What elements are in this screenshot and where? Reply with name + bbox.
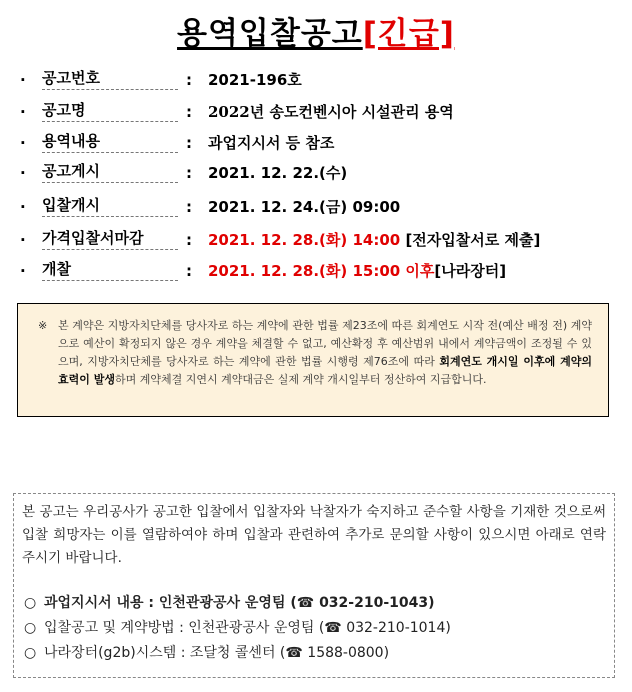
bullet: · [20,134,26,152]
notice-text-after: 하며 계약체결 지연시 계약대금은 실제 계약 개시일부터 정산하여 지급합니다. [114,373,487,386]
field-value [208,227,540,253]
bullet: · [20,164,26,182]
contact-text: 과업지시서 내용 : 인천관광공사 운영팀 (☎ 032-210-1043) [44,595,435,611]
bullet: · [20,231,26,249]
field-colon: : [186,262,192,280]
bullet: · [20,262,26,280]
field-colon: : [186,198,192,216]
circle-bullet: ○ [24,595,37,611]
inquiry-info-box [13,493,615,678]
field-label: 용역내용 [42,130,178,153]
field-value: 2021. 12. 22.(수) [208,164,348,182]
circle-bullet: ○ [24,645,37,661]
field-label: 개찰 [42,258,178,281]
deadline-datetime: 2021. 12. 28.(화) 14:00 [208,231,401,249]
field-value [208,130,334,156]
deadline-note: [전자입찰서로 제출] [405,231,541,249]
field-colon: : [186,164,192,182]
contract-notice-box [17,303,609,417]
field-colon: : [186,231,192,249]
field-value [208,258,506,284]
contact-item [24,642,389,664]
opening-note: [나라장터] [434,262,507,280]
notice-text-bold: 회계연도 개시일 이후에 계약의 효력이 발생 [58,355,592,386]
notice-text-before: 본 계약은 지방자치단체를 당사자로 하는 계약에 관한 법률 제23조에 따른 회계연도 시작 전(예산 배정 전) 계약으로 예산이 확정되지 않은 경우 계약을 체결할 수 없고, 예산확정 후 예산범위 내에서 계약금액이 조정될 수 있으며, 지방자치단체를 당사자로 하는 계약에 관한 법률 시행령 제76조에 따라 [58,319,592,368]
title-text: 용역입찰공고 [177,16,363,52]
bullet: · [20,103,26,121]
contact-item [24,592,435,614]
field-label: 입찰개시 [42,194,178,217]
page-title [0,14,632,54]
field-value-text: 과업지시서 등 참조 [208,134,335,152]
field-value-text: 2022년 송도컨벤시아 시설관리 용역 [208,103,454,121]
circle-bullet: ○ [24,620,37,636]
field-label: 공고게시 [42,160,178,183]
field-colon: : [186,71,192,89]
field-label: 가격입찰서마감 [42,227,178,250]
field-value [208,99,454,125]
field-value: 2021. 12. 24.(금) 09:00 [208,198,401,216]
info-paragraph: 본 공고는 우리공사가 공고한 입찰에서 입찰자와 낙찰자가 숙지하고 준수할 사항을 기재한 것으로써 입찰 희망자는 이를 열람하여야 하며 입찰과 관련하여 추가로 문의할 사항이 있으시면 아래로 연락주시기 바랍니다. [22,504,606,566]
bullet: · [20,71,26,89]
urgent-tag: [긴급] [362,16,455,52]
contact-item [24,617,451,639]
reference-mark: ※ [38,319,48,332]
field-label: 공고번호 [42,67,178,90]
field-label: 공고명 [42,99,178,122]
bullet: · [20,198,26,216]
contact-text: 입찰공고 및 계약방법 : 인천관광공사 운영팀 (☎ 032-210-1014) [44,620,451,636]
field-colon: : [186,103,192,121]
field-value: 2021-196호 [208,71,302,89]
opening-datetime: 2021. 12. 28.(화) 15:00 이후 [208,262,435,280]
contact-text: 나라장터(g2b)시스템 : 조달청 콜센터 (☎ 1588-0800) [44,645,390,661]
notice-text [58,317,592,389]
field-colon: : [186,134,192,152]
